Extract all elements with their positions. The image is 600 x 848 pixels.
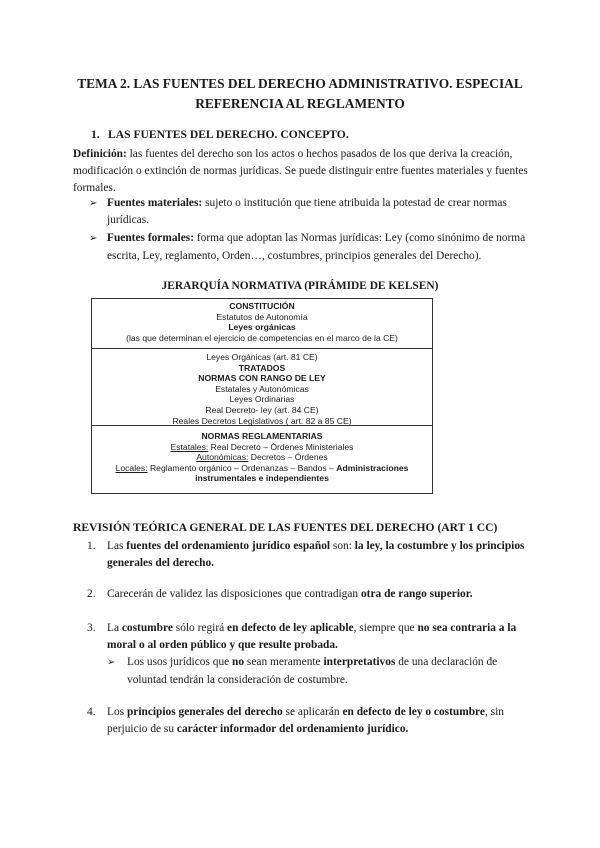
pyramid-line: Estatales y Autonómicas <box>215 383 309 394</box>
pyramid-line <box>92 442 432 453</box>
pyramid-line: Real Decreto- ley (art. 84 CE) <box>205 404 319 415</box>
bullet-label: Fuentes formales: <box>107 232 194 245</box>
item-bold: principios generales del derecho <box>126 706 283 718</box>
pyramid-line: Leyes Ordinarias <box>229 394 295 405</box>
list-item-2 <box>87 586 535 603</box>
item-bold: en defecto de ley aplicable <box>227 622 354 634</box>
section-1-heading <box>91 128 349 141</box>
pyramid-block-rango-ley <box>92 349 432 426</box>
title-line-2: REFERENCIA AL REGLAMENTO <box>195 96 405 111</box>
item-text: sólo regirá <box>172 622 228 634</box>
list-item-4 <box>87 704 535 738</box>
pyramid-underlined-label: Estatales: <box>170 441 209 452</box>
pyramid-line: Reales Decretos Legislativos ( art. 82 a 85 CE) <box>172 415 352 426</box>
pyramid-line: NORMAS CON RANGO DE LEY <box>198 373 326 384</box>
pyramid-underlined-label: Autonómicas: <box>196 452 249 463</box>
item-text: Los <box>107 706 127 718</box>
sub-bullet <box>107 654 535 688</box>
item-number: 1. <box>87 540 96 552</box>
list-item <box>87 586 535 603</box>
title-line-1: TEMA 2. LAS FUENTES DEL DERECHO ADMINISTRATIVO. ESPECIAL <box>77 76 523 91</box>
item-text: Carecerán de validez las disposiciones que contradigan <box>107 588 361 600</box>
item-bold: en defecto de ley o costumbre <box>342 706 485 718</box>
item-number: 4. <box>87 706 96 718</box>
definition-label: Definición: <box>73 148 127 160</box>
pyramid-line: Estatutos de Autonomía <box>216 311 308 322</box>
sub-text: sean meramente <box>244 656 324 669</box>
pyramid-line <box>92 452 432 463</box>
arrow-bullet-icon: ➢ <box>89 233 98 245</box>
bullet-label: Fuentes materiales: <box>107 197 203 209</box>
list-item-3 <box>87 620 535 689</box>
pyramid-block-reglamentarias <box>92 426 432 484</box>
arrow-bullet-icon: ➢ <box>89 198 98 209</box>
item-bold: carácter informador del ordenamiento jurídico. <box>176 723 409 736</box>
pyramid-block-constitucion <box>92 299 432 349</box>
pyramid-underlined-label: Locales: <box>115 462 148 473</box>
item-bold: la ley, la costumbre y los principios generales del derecho. <box>107 540 525 570</box>
bullet-fuentes-formales <box>89 230 529 264</box>
sub-text: Los usos jurídicos que <box>127 656 233 669</box>
sub-bold: no <box>232 656 245 669</box>
item-text: Las <box>107 540 127 552</box>
kelsen-pyramid-table <box>91 298 433 494</box>
page-title <box>60 74 540 114</box>
section-1-heading-text: LAS FUENTES DEL DERECHO. CONCEPTO. <box>108 128 349 141</box>
bullet-text: sujeto o institución que tiene atribuida la potestad de crear normas jurídicas. <box>107 197 507 227</box>
item-text: , sin perjuicio de su <box>107 706 504 736</box>
pyramid-line-text: Real Decreto – Órdenes Ministeriales <box>208 441 354 452</box>
list-item <box>87 704 535 738</box>
item-text: La <box>107 622 122 634</box>
bullet-text: forma que adoptan las Normas jurídicas: Ley (como sinónimo de norma escrita, Ley, reglamento, Orden…, costumbres, principios generales del Derecho). <box>107 232 526 262</box>
list-item <box>87 620 535 654</box>
pyramid-line-bold: Administraciones <box>336 462 409 473</box>
list-item-1 <box>87 538 535 572</box>
item-bold: otra de rango superior. <box>360 588 473 600</box>
item-text: , siempre que <box>353 622 418 634</box>
item-text: son: <box>330 540 355 552</box>
sub-bold: interpretativos <box>323 656 396 669</box>
arrow-bullet-icon: ➢ <box>107 657 116 669</box>
pyramid-line: NORMAS REGLAMENTARIAS <box>201 431 323 441</box>
pyramid-line-text: Reglamento orgánico – Ordenanzas – Bandos – <box>147 462 337 473</box>
bullet-fuentes-materiales <box>89 195 529 229</box>
pyramid-line: instrumentales e independientes <box>195 473 329 484</box>
pyramid-line: (las que determinan el ejercicio de competencias en el marco de la CE) <box>126 332 398 343</box>
pyramid-line: Leyes orgánicas <box>228 322 296 333</box>
item-number: 3. <box>87 622 96 634</box>
pyramid-line: CONSTITUCIÓN <box>229 301 295 311</box>
pyramid-line-text: Decretos – Órdenes <box>248 452 328 463</box>
pyramid-title: JERARQUÍA NORMATIVA (PIRÁMIDE DE KELSEN) <box>161 280 439 292</box>
list-item <box>87 538 535 572</box>
pyramid-line <box>92 463 432 474</box>
pyramid-line: TRATADOS <box>238 362 286 373</box>
item-bold: no sea contraria a la moral o al orden público y que resulte probada. <box>107 622 517 652</box>
sources-bullet-list <box>89 195 529 266</box>
section-2-heading: REVISIÓN TEÓRICA GENERAL DE LAS FUENTES DEL DERECHO (ART 1 CC) <box>73 521 498 534</box>
section-1-number: 1. <box>91 128 100 141</box>
pyramid-line: Leyes Orgánicas (art. 81 CE) <box>206 352 318 362</box>
item-bold: fuentes del ordenamiento jurídico español <box>126 540 331 552</box>
item-bold: costumbre <box>121 622 173 634</box>
item-text: se aplicarán <box>282 706 343 718</box>
definition-paragraph <box>73 146 533 198</box>
item-number: 2. <box>87 588 96 600</box>
sub-text: de una declaración de voluntad tendrán la consideración de costumbre. <box>127 656 498 686</box>
definition-text: las fuentes del derecho son los actos o hechos pasados de los que deriva la creación, modificación o extinción de normas jurídicas. Se puede distinguir entre fuentes materiales y fuentes formales. <box>73 148 528 195</box>
